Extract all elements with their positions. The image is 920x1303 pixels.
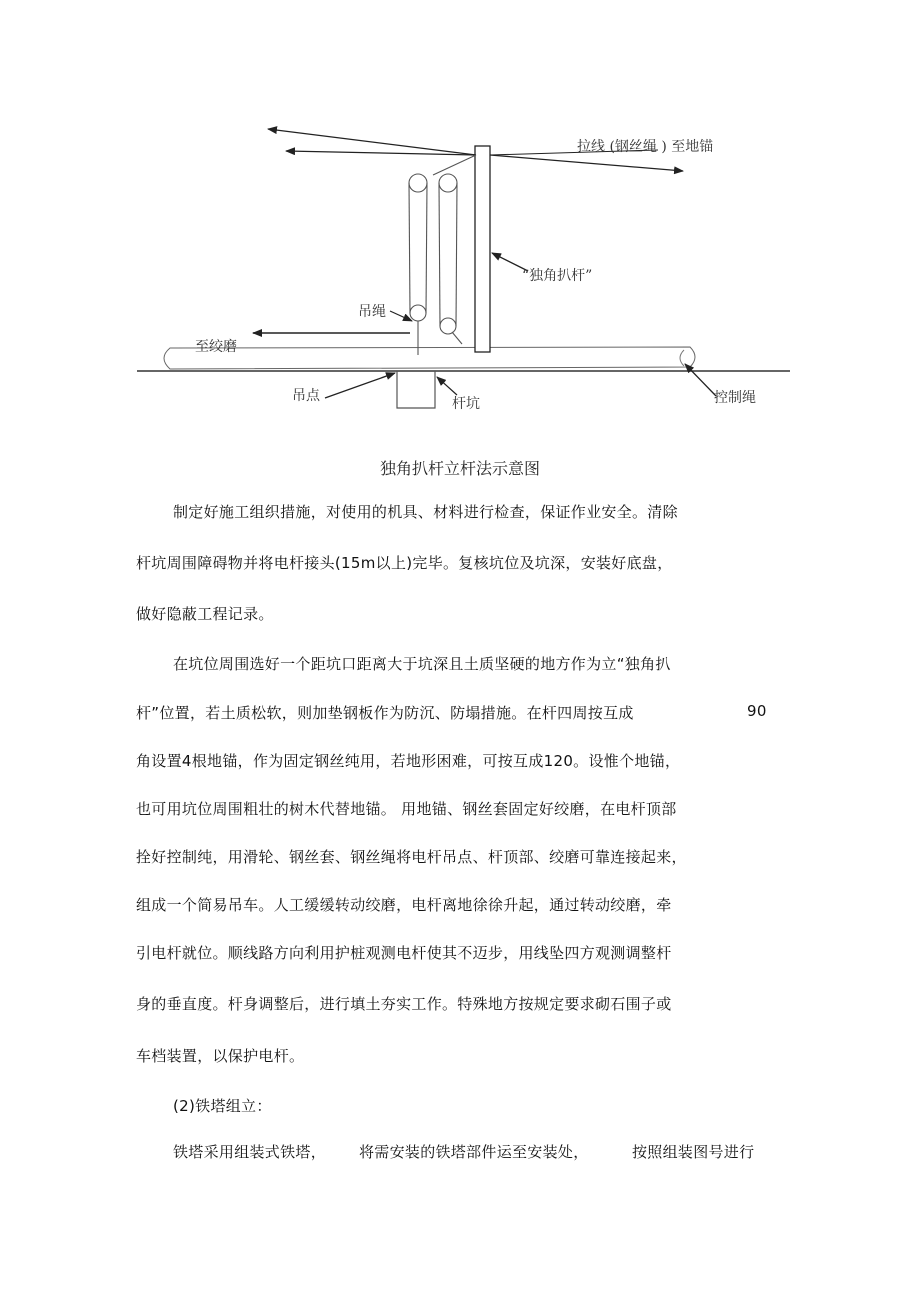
to-winch-label: 至绞磨 [195, 339, 237, 355]
pole-pit [397, 371, 435, 408]
para2-line6: 组成一个简易吊车。人工缓缓转动绞磨，电杆离地徐徐升起，通过转动绞磨，牵 [136, 896, 672, 914]
control-rope-label: 控制绳 [714, 390, 756, 406]
electric-pole-lying [164, 347, 695, 369]
para3-part1: 铁塔采用组装式铁塔， [173, 1143, 327, 1161]
gin-pole-erection-diagram [0, 0, 920, 440]
hoist-point-label: 吊点 [292, 388, 320, 404]
figure-caption: 独角扒杆立杆法示意图 [379, 459, 540, 478]
para2-line2-number: 90 [747, 702, 767, 720]
pit-label: 杆坑 [452, 396, 480, 412]
para2-line7: 引电杆就位。顺线路方向利用护桩观测电杆使其不迈步，用线坠四方观测调整杆 [136, 944, 672, 962]
hoist-rope-label: 吊绳 [358, 304, 386, 320]
para2-line3: 角设置4根地锚，作为固定钢丝纯用，若地形困难，可按互成120。设惟个地锚， [136, 752, 681, 770]
para2-line9: 车档装置，以保护电杆。 [136, 1047, 305, 1065]
para3-part3: 按照组装图号进行 [632, 1143, 755, 1161]
pit-leader [437, 377, 457, 395]
para1-line1: 制定好施工组织措施，对使用的机具、材料进行检查，保证作业安全。清除 [173, 503, 678, 521]
para2-line2: 杆”位置，若土质松软，则加垫钢板作为防沉、防塌措施。在杆四周按互成 [136, 704, 634, 722]
para2-line5: 拴好控制纯，用滑轮、钢丝套、钢丝绳将电杆吊点、杆顶部、绞磨可靠连接起来， [136, 848, 687, 866]
guy-wire-label: 拉线 (钢丝绳 ) 至地锚 [577, 139, 714, 155]
control-rope-leader [685, 364, 716, 396]
hoist-rope-leader [390, 311, 412, 321]
para2-line4: 也可用坑位周围粗壮的树木代替地锚。 用地锚、钢丝套固定好绞磨，在电杆顶部 [136, 800, 677, 818]
para3-part2: 将需安装的铁塔部件运至安装处， [359, 1143, 589, 1161]
para1-line3: 做好隐蔽工程记录。 [136, 605, 274, 623]
gin-pole-label: “独角扒杆” [522, 268, 593, 284]
pulley-block [409, 155, 476, 344]
para1-line2: 杆坑周围障碍物并将电杆接头(15m以上)完毕。复核坑位及坑深，安装好底盘， [136, 554, 673, 572]
gin-pole-mast [475, 146, 490, 352]
para2-line8: 身的垂直度。杆身调整后，进行填土夯实工作。特殊地方按规定要求砌石围子或 [136, 995, 672, 1013]
section-heading: (2)铁塔组立： [173, 1097, 272, 1115]
hoist-point-leader [325, 373, 395, 398]
para2-line1: 在坑位周围选好一个距坑口距离大于坑深且土质坚硬的地方作为立“独角扒 [173, 655, 671, 673]
guy-wire-right-lower [490, 155, 683, 171]
